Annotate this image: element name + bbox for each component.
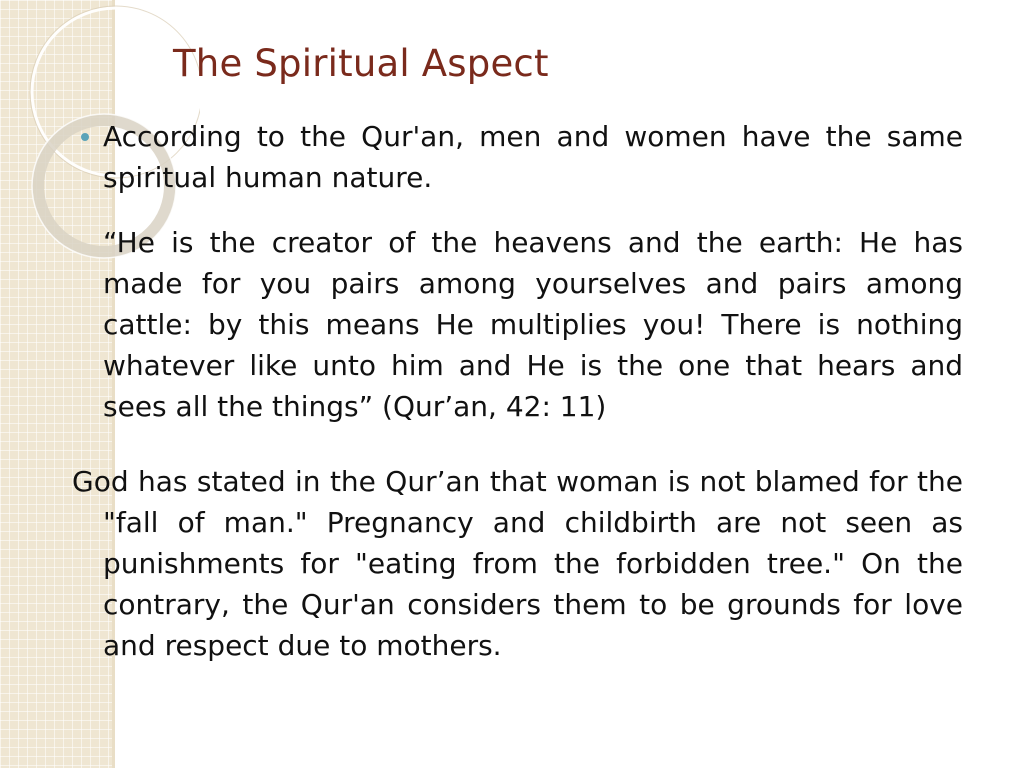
slide-body <box>72 116 963 666</box>
body-paragraph: God has stated in the Qur’an that woman is not blamed for the "fall of man." Pregnancy and childbirth are not seen as punishments for "eating from the forbidden tree." On the contrary, the Qur'an considers them to be grounds for love and respect due to mothers. <box>72 465 963 662</box>
bullet-dot-icon <box>81 133 89 141</box>
quran-quote: “He is the creator of the heavens and the earth: He has made for you pairs among yourselves and pairs among cattle: by this means He multiplies you! There is nothing whatever like unto him and He is the one that hears and sees all the things” (Qur’an, 42: 11) <box>103 226 963 423</box>
slide-title: The Spiritual Aspect <box>173 42 549 85</box>
bullet-text: According to the Qur'an, men and women have the same spiritual human nature. <box>103 120 963 194</box>
bullet-item <box>72 116 963 198</box>
